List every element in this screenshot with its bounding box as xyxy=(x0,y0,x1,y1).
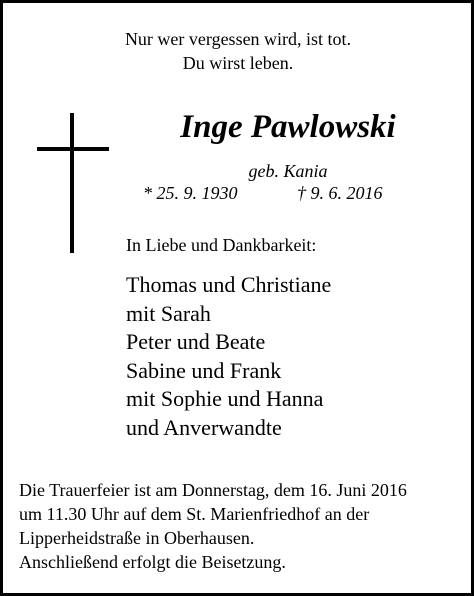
list-item: mit Sarah xyxy=(126,300,211,326)
deceased-name: Inge Pawlowski xyxy=(180,109,396,145)
list-item: und Anverwandte xyxy=(126,414,282,440)
service-line: Die Trauerfeier ist am Donnerstag, dem 16. Juni 2016 xyxy=(19,480,407,500)
list-item: mit Sophie und Hanna xyxy=(126,386,324,411)
cross-icon xyxy=(37,113,109,253)
list-item: Thomas und Christiane xyxy=(126,272,332,297)
service-line: Anschließend erfolgt die Beisetzung. xyxy=(19,552,286,572)
motto xyxy=(103,27,373,75)
death-date: † 9. 6. 2016 xyxy=(297,183,383,203)
motto-line-1: Nur wer vergessen wird, ist tot. xyxy=(124,29,352,49)
list-item: Peter und Beate xyxy=(126,329,266,354)
birth-name: geb. Kania xyxy=(248,161,328,181)
service-line: Lipperheidstraße in Oberhausen. xyxy=(19,528,255,548)
service-line: um 11.30 Uhr auf dem St. Marienfriedhof an der xyxy=(19,504,370,524)
birth-date: * 25. 9. 1930 xyxy=(143,183,238,203)
cross-vertical-bar xyxy=(70,113,74,253)
list-item: Sabine und Frank xyxy=(126,357,282,383)
motto-line-2: Du wirst leben. xyxy=(182,53,294,73)
service-info xyxy=(19,478,469,574)
cross-horizontal-bar xyxy=(37,147,109,151)
mourners-intro: In Liebe und Dankbarkeit: xyxy=(126,235,317,255)
mourners-list xyxy=(126,271,331,442)
